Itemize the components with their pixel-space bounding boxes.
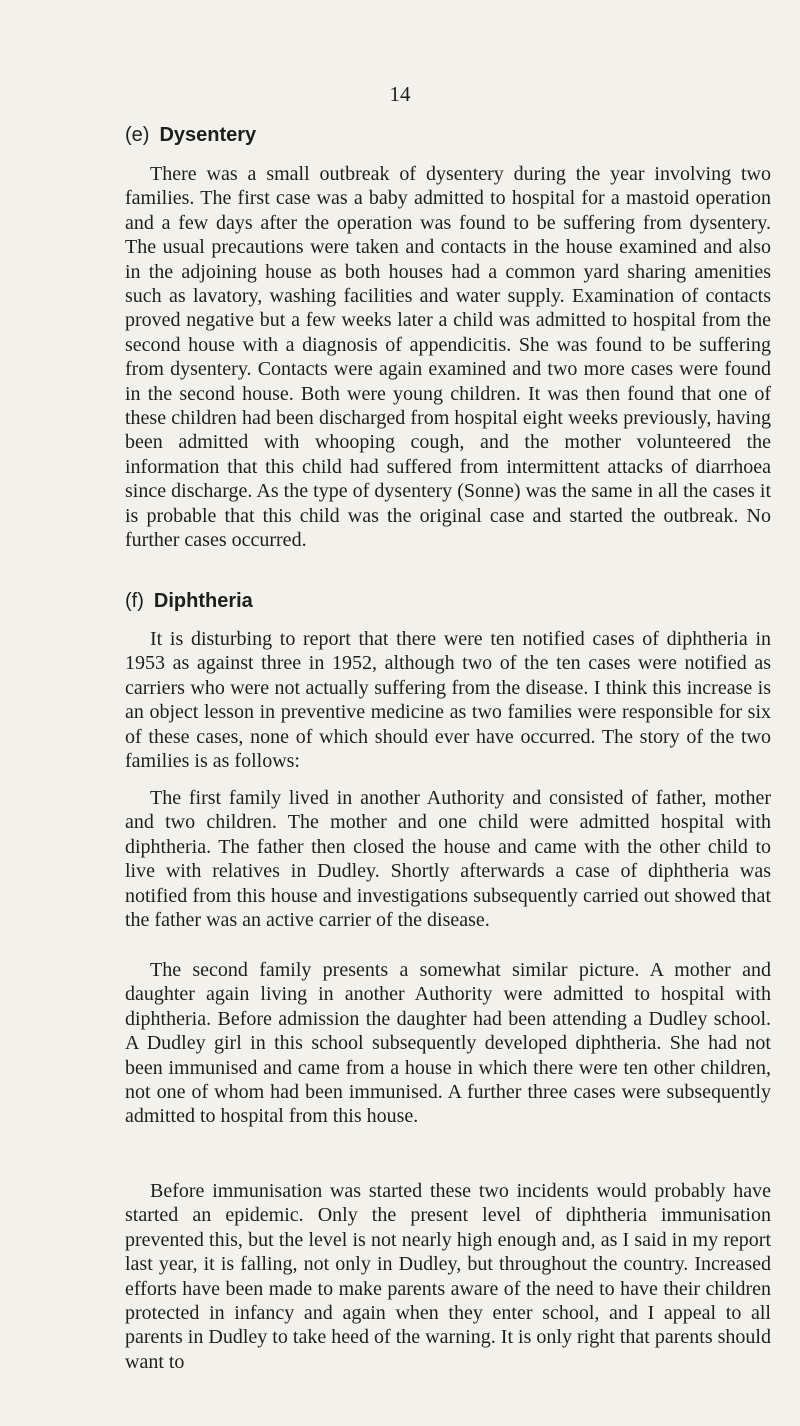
section-title: Diphtheria xyxy=(153,590,253,612)
section-heading-dysentery xyxy=(125,124,256,147)
paragraph-dysentery: There was a small outbreak of dysentery during the year involving two families. The first case was a baby admitted to hospital for a mastoid operation and a few days after the operation was found to be suffering from dysentery. The usual precautions were taken and contacts in the house examined and also in the adjoining house as both houses had a common yard sharing amenities such as lavatory, washing facilities and water supply. Examination of contacts proved negative but a few weeks later a child was admitted to hospital from the second house with a diagnosis of appendicitis. She was found to be suffering from dysentery. Contacts were again examined and two more cases were found in the second house. Both were young children. It was then found that one of these children had been discharged from hospital eight weeks previously, having been admitted with whooping cough, and the mother volunteered the information that this child had suffered from intermittent attacks of diarrhoea since discharge. As the type of dysentery (Sonne) was the same in all the cases it is probable that this child was the original case and started the outbreak. No further cases occurred. xyxy=(125,163,771,552)
paragraph-second-family: The second family presents a somewhat similar picture. A mother and daughter again living in another Authority were admitted to hospital with diphtheria. Before admission the daughter had been attending a Dudley school. A Dudley girl in this school subsequently developed diphtheria. She had not been immunised and came from a house in which there were ten other children, not one of whom had been immunised. A further three cases were subsequently admitted to hospital from this house. xyxy=(125,959,771,1128)
paragraph-immunisation: Before immunisation was started these two incidents would probably have started an epidemic. Only the present level of diphtheria immunisation prevented this, but the level is not nearly high enough and, as I said in my report last year, it is falling, not only in Dudley, but throughout the country. Increased efforts have been made to make parents aware of the need to have their children protected in infancy and again when they enter school, and I appeal to all parents in Dudley to take heed of the warning. It is only right that parents should want to xyxy=(125,1180,771,1373)
page-number: 14 xyxy=(389,82,411,106)
paragraph-diphtheria-intro: It is disturbing to report that there were ten notified cases of diphtheria in 1953 as against three in 1952, although two of the ten cases were notified as carriers who were not actually suffering from the disease. I think this increase is an object lesson in preventive medicine as two families were responsible for six of these cases, none of which should ever have occurred. The story of the two families is as follows: xyxy=(125,628,771,773)
section-letter: (f) xyxy=(125,590,144,612)
paragraph-first-family: The first family lived in another Authority and consisted of father, mother and two children. The mother and one child were admitted hospital with diphtheria. The father then closed the house and came with the other child to live with relatives in Dudley. Shortly afterwards a case of diphtheria was notified from this house and investigations subsequently carried out showed that the father was an active carrier of the disease. xyxy=(125,787,771,932)
section-heading-diphtheria xyxy=(125,590,253,613)
section-title: Dysentery xyxy=(159,124,257,146)
section-letter: (e) xyxy=(125,124,150,146)
